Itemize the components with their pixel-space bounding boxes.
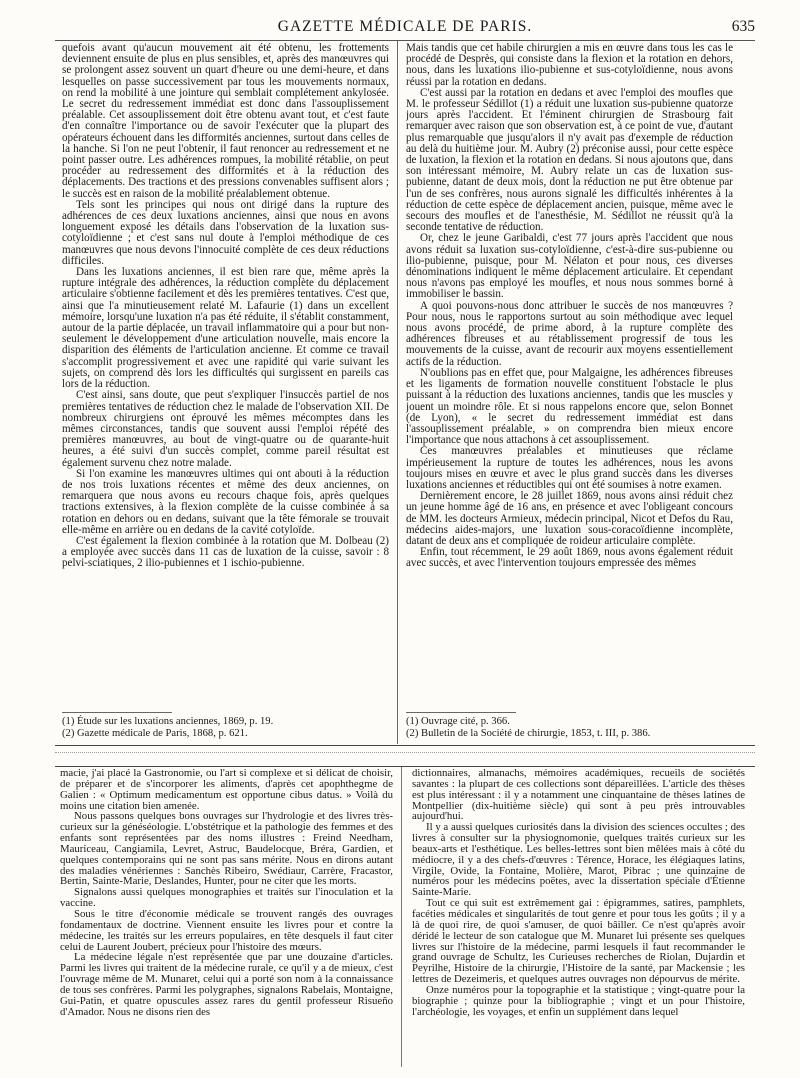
paragraph: Or, chez le jeune Garibaldi, c'est 77 jours après l'accident que nous avons réduit sa luxation sus-cotyloïdienne, c'est-à-dire sus-pubienne ou ilio-pubienne, puisque, pour M. Nélaton et pour nous, ces diverses dénominations indiquent le même déplacement articulaire. Et cependant nous n'avons pas employé les moufles, et nous nous sommes borné à immobiliser le bassin.: [406, 232, 733, 301]
paragraph: Onze numéros pour la topographie et la statistique ; vingt-quatre pour la biographie ; quinze pour la bibliographie ; vingt et un pour l'histoire, l'archéologie, les voyages, et enfin un supplément dans lequel: [412, 983, 745, 1018]
paragraph: Sous le titre d'économie médicale se trouvent rangés des ouvrages fondamentaux de doctrine. Viennent ensuite les livres pour et contre la médecine, les traités sur les erreurs populaires, en tête desquels il faut citer celui de Laurent Joubert, précieux pour l'histoire des mœurs.: [60, 907, 393, 953]
footnote: (1) Ouvrage cité, p. 366.: [406, 716, 510, 727]
footnote-rule-right: [406, 712, 516, 713]
paragraph: Dernièrement encore, le 28 juillet 1869, nous avons ainsi réduit chez un jeune homme âgé de 16 ans, en présence et avec l'obligeant concours de MM. les docteurs Armieux, médecin principal, Nicot et Defos du Rau, médecins aides-majors, une luxation sous-coracoïdienne incomplète, datant de deux ans et compliquée de roideur articulaire complète.: [406, 490, 733, 547]
journal-title: GAZETTE MÉDICALE DE PARIS.: [277, 18, 533, 35]
article-column-left: [62, 43, 389, 699]
footnotes-right: [406, 716, 733, 739]
separator-dotted-line: [55, 752, 755, 753]
footnote: (2) Gazette médicale de Paris, 1868, p. 621.: [62, 727, 248, 739]
feuilleton-column-right: [412, 768, 745, 1068]
paragraph: La médecine légale n'est représentée que par une douzaine d'articles. Parmi les livres qui traitent de la médecine rurale, ce qu'il y a de mieux, c'est l'ouvrage même de M. Munaret, celui qui a porté son nom à la connaissance de tous ses confrères. Parmi les polygraphes, signalons Rabelais, Montaigne, Gui-Patin, et quatre opuscules assez rares du gentil professeur Risueño d'Amador. Nous ne disons rien des: [60, 951, 393, 1018]
paragraph: C'est aussi par la rotation en dedans et avec l'emploi des moufles que M. le professeur Sédillot (1) a réduit une luxation sus-pubienne quatorze jours après l'accident. Et l'éminent chirurgien de Strasbourg fait remarquer avec raison que son observation est, à ce point de vue, d'autant plus remarquable que jusqu'alors il n'y avait pas d'exemple de réduction au delà du huitième jour. M. Aubry (2) préconise aussi, pour cette espèce de luxation, la flexion et la rotation en dedans. Si nous ajoutons que, dans son intéressant mémoire, M. Aubry relate un cas de luxation sus-pubienne, datant de deux mois, dont la réduction ne put être obtenue par l'un de ses confrères, nous aurons signalé les difficultés inhérentes à la réduction de cette espèce de déplacement ancien, puisque, même avec le secours des moufles et de l'anesthésie, M. Sédillot ne réussit qu'à la seconde tentative de réduction.: [406, 86, 733, 234]
paragraph: macie, j'ai placé la Gastronomie, ou l'art si complexe et si délicat de choisir, de préparer et de s'incorporer les aliments, d'après cet apophthegme de Galien : « Optimum medicamentum est opportune cibus datus. » Voilà du moins une citation bien amenée.: [60, 768, 393, 812]
paragraph: Tels sont les principes qui nous ont dirigé dans la rupture des adhérences de ces deux luxations anciennes, ainsi que nous en avons longuement exposé les détails dans l'observation de la luxation sus-cotyloïdienne ; et c'est sans nul doute à l'emploi méthodique de ces manœuvres que nous devons l'innocuité complète de ces deux réductions difficiles.: [62, 198, 389, 267]
paragraph: Enfin, tout récemment, le 29 août 1869, nous avons également réduit avec succès, et avec l'intervention toujours empressée des mêmes: [406, 546, 733, 570]
paragraph: Signalons aussi quelques monographies et traités sur l'inoculation et la vaccine.: [60, 886, 393, 910]
feuilleton-column-left: [60, 768, 393, 1068]
header-rule: [55, 40, 755, 41]
footnote: (1) Étude sur les luxations anciennes, 1869, p. 19.: [62, 716, 274, 727]
feuilleton-separator: [55, 745, 755, 767]
paragraph: Tout ce qui suit est extrêmement gai : épigrammes, satires, pamphlets, facéties médicales et singularités de tout genre et pour tous les goûts ; il y a là de quoi rire, de quoi s'amuser, de quoi bâiller. Ce n'est qu'après avoir déridé le lecteur de son catalogue que M. Munaret lui présente ses quelques livres sur l'histoire de la médecine, parmi lesquels il faut recommander le grand ouvrage de Schultz, les Curieuses recherches de Riolan, Dujardin et Peyrilhe, Histoire de la chirurgie, l'Histoire de la santé, par Mackensie ; les lettres de Dezeimeris, et quelques autres ouvrages non dépourvus de mérite.: [412, 897, 745, 986]
footnote-rule-left: [62, 712, 172, 713]
column-divider-bottom: [401, 767, 402, 1067]
paragraph: quefois avant qu'aucun mouvement ait été obtenu, les frottements deviennent ensuite de plus en plus sensibles, et, après des manœuvres qui se prolongent assez souvent un quart d'heure ou une demi-heure, et dans lesquelles on passe successivement par tous les mouvements normaux, on rend la mobilité à une jointure qui semblait complétement ankylosée. Le secret du redressement immédiat est donc dans l'assouplissement préalable. Cet assouplissement doit être obtenu avant tout, et c'est faute d'en connaître l'importance ou de savoir l'exécuter que la plupart des opérateurs échouent dans les difformités anciennes, surtout dans celles de la hanche. Si l'on ne peut l'obtenir, il faut renoncer au redressement et ne point passer outre. Les adhérences rompues, la mobilité rétablie, on peut procéder au redressement des difformités et à la réduction des déplacements. Des tractions et des pressions convenables suffisent alors ; le succès est en raison de la mobilité préalablement obtenue.: [62, 43, 389, 200]
paragraph: Ces manœuvres préalables et minutieuses que réclame impérieusement la rupture de toutes les adhérences, nous les avons toujours mises en œuvre et avec le plus grand succès dans les diverses luxations anciennes et réductibles qui ont été soumises à notre examen.: [406, 445, 733, 491]
column-divider-top: [397, 41, 398, 744]
paragraph: Si l'on examine les manœuvres ultimes qui ont abouti à la réduction de nos trois luxations récentes et même des deux anciennes, on remarquera que nous avons eu recours chaque fois, après quelques tractions extensives, à la flexion complète de la cuisse combinée à sa rotation en dehors ou en dedans, suivant que la tête fémorale se trouvait elle-même en arrière ou en dedans de la cavité cotyloïde.: [62, 467, 389, 536]
page-header: [55, 14, 755, 40]
paragraph: Mais tandis que cet habile chirurgien a mis en œuvre dans tous les cas le procédé de Desprès, qui consiste dans la flexion et la rotation en dehors, nous, dans les luxations ilio-pubienne et sus-cotyloïdienne, nous avons réussi par la rotation en dedans.: [406, 43, 733, 88]
footnote: (2) Bulletin de la Société de chirurgie, 1853, t. III, p. 386.: [406, 727, 651, 739]
article-column-right: [406, 43, 733, 699]
paragraph: C'est ainsi, sans doute, que peut s'expliquer l'insuccès partiel de nos premières tentatives de réduction chez le malade de l'observation XII. De nombreux chirurgiens ont éprouvé les mêmes mécomptes dans les mêmes circonstances, tandis que souvent aussi l'emploi répété des premières manœuvres, au bout de vingt-quatre ou de quarante-huit heures, a été suivi d'un succès complet, comme pareil résultat est également survenu chez notre malade.: [62, 389, 389, 469]
paragraph: C'est également la flexion combinée à la rotation que M. Dolbeau (2) a employée avec succès dans 11 cas de luxation de la cuisse, savoir : 8 pelvi-sciatiques, 2 ilio-pubiennes et 1 ischio-pubienne.: [62, 534, 389, 570]
page-number: 635: [731, 18, 755, 35]
paragraph: Dans les luxations anciennes, il est bien rare que, même après la rupture intégrale des adhérences, la réduction complète du déplacement articulaire s'obtienne facilement et dès les premières tentatives. C'est que, ainsi que l'a minutieusement relaté M. Lafaurie (1) dans un excellent mémoire, lorsqu'une luxation n'a pas été réduite, il s'établit constamment, autour de la partie déplacée, un travail inflammatoire qui a pour but non-seulement le développement d'une articulation nouvelle, mais encore la disparition des éléments de l'articulation ancienne. Et comme ce travail s'accomplit progressivement et avec une rapidité qui varie suivant les sujets, on comprend dès lors les difficultés qui surgissent en pareils cas lors de la réduction.: [62, 266, 389, 391]
paragraph: dictionnaires, almanachs, mémoires académiques, recueils de sociétés savantes : la plupart de ces collections sont dépareillées. L'article des thèses est plus intéressant : il y a notamment une cinquantaine de thèses latines de Montpellier (dix-huitième siècle) qui sont à peu près introuvables aujourd'hui.: [412, 768, 745, 823]
footnotes-left: [62, 716, 389, 739]
paragraph: Il y a aussi quelques curiosités dans la division des sciences occultes ; des livres à consulter sur la physiognomonie, quelques traités curieux sur les beaux-arts et l'esthétique. Les belles-lettres sont bien mêlées mais à côté du médiocre, il y a des chefs-d'œuvres : Térence, Horace, les élégiaques latins, Virgile, Ovide, la Fontaine, Molière, Marot, Pibrac ; une quinzaine de numéros pour les médecins poëtes, avec la dissertation spéciale d'Étienne Sainte-Marie.: [412, 821, 745, 899]
paragraph: Nous passons quelques bons ouvrages sur l'hydrologie et des livres très-curieux sur la généséologie. L'obstétrique et la pathologie des femmes et des enfants sont représentées par des noms illustres : Freind Needham, Mauriceau, Cangiamila, Levret, Astruc, Baudelocque, Bréra, Gardien, et quelques contemporains qui ne sont pas sans mérite. Nous en dirons autant des maladies vénériennes : Sanchès Ribeiro, Swédiaur, Carrère, Fracastor, Bertin, Sainte-Marie, Deslandes, Hunter, pour ne citer que les morts.: [60, 810, 393, 888]
paragraph: N'oublions pas en effet que, pour Malgaigne, les adhérences fibreuses et les ligaments de formation nouvelle constituent l'obstacle le plus puissant à la réduction des luxations anciennes, tandis que les muscles y jouent un moindre rôle. Et si nous rappelons encore que, selon Bonnet (de Lyon), « le secret du redressement immédiat est dans l'assouplissement préalable, » on comprendra bien mieux encore l'importance que nous attachons à cet assouplissement.: [406, 366, 733, 447]
paragraph: A quoi pouvons-nous donc attribuer le succès de nos manœuvres ? Pour nous, nous le rapportons surtout au soin méthodique avec lequel nous avons procédé, de prime abord, à la rupture complète des adhérences fibreuses et au rétablissement progressif de tous les mouvements de la cuisse, avant de recourir aux moyens essentiellement actifs de la réduction.: [406, 299, 733, 368]
